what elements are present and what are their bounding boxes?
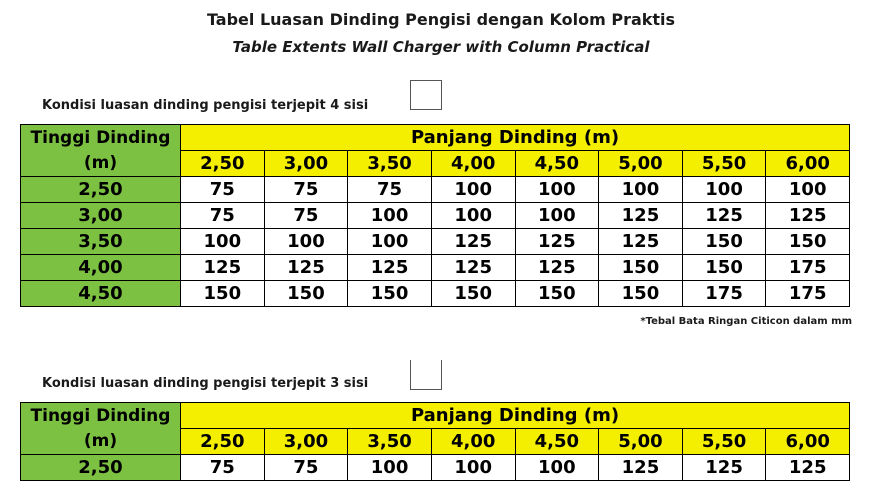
square-4-sides-icon — [410, 80, 442, 110]
table-cell: 100 — [348, 203, 432, 229]
table-cell: 100 — [766, 177, 850, 203]
table-cell: 100 — [264, 229, 348, 255]
table-cell: 75 — [264, 177, 348, 203]
column-header: 4,00 — [431, 151, 515, 177]
column-header: 4,00 — [431, 429, 515, 455]
table-cell: 100 — [181, 229, 265, 255]
table-cell: 75 — [181, 177, 265, 203]
table-cell: 125 — [766, 455, 850, 481]
table-cell: 150 — [515, 281, 599, 307]
table-cell: 150 — [431, 281, 515, 307]
table-row — [21, 281, 850, 307]
square-3-sides-icon — [410, 360, 442, 390]
table-cell: 125 — [348, 255, 432, 281]
table-cell: 150 — [766, 229, 850, 255]
table-cell: 125 — [515, 255, 599, 281]
column-header: 5,00 — [599, 429, 683, 455]
column-header: 3,00 — [264, 151, 348, 177]
column-group-header: Panjang Dinding (m) — [181, 403, 850, 429]
table-cell: 175 — [766, 281, 850, 307]
table-row — [21, 203, 850, 229]
table-cell: 100 — [515, 203, 599, 229]
table-cell: 125 — [682, 203, 766, 229]
table-cell: 75 — [348, 177, 432, 203]
table-cell: 125 — [431, 255, 515, 281]
table-cell: 125 — [181, 255, 265, 281]
table-cell: 175 — [766, 255, 850, 281]
row-header: 2,50 — [21, 455, 181, 481]
table-cell: 125 — [599, 455, 683, 481]
corner-label-unit: (m) — [21, 151, 181, 177]
table-cell: 100 — [682, 177, 766, 203]
section-3-sisi-label: Kondisi luasan dinding pengisi terjepit 3 sisi — [42, 376, 369, 391]
page-title: Tabel Luasan Dinding Pengisi dengan Kolom Praktis — [206, 10, 676, 29]
table-cell: 75 — [181, 203, 265, 229]
table-cell: 125 — [515, 229, 599, 255]
row-header: 4,50 — [21, 281, 181, 307]
column-header: 5,50 — [682, 151, 766, 177]
table-cell: 100 — [348, 229, 432, 255]
table-row — [21, 255, 850, 281]
corner-label-title: Tinggi Dinding — [21, 403, 181, 429]
column-header: 3,00 — [264, 429, 348, 455]
column-header: 4,50 — [515, 429, 599, 455]
row-header: 2,50 — [21, 177, 181, 203]
column-header: 6,00 — [766, 151, 850, 177]
table-cell: 150 — [264, 281, 348, 307]
table-cell: 100 — [515, 455, 599, 481]
column-header: 5,00 — [599, 151, 683, 177]
page-subtitle: Table Extents Wall Charger with Column Practical — [232, 38, 650, 56]
row-header: 4,00 — [21, 255, 181, 281]
table-cell: 125 — [682, 455, 766, 481]
table-cell: 100 — [431, 203, 515, 229]
table-cell: 150 — [599, 281, 683, 307]
table-4-sisi — [20, 124, 850, 307]
column-header-row — [21, 429, 850, 455]
row-header: 3,50 — [21, 229, 181, 255]
table-cell: 75 — [181, 455, 265, 481]
table-3-sisi — [20, 402, 850, 481]
column-header: 4,50 — [515, 151, 599, 177]
table-row — [21, 177, 850, 203]
column-header: 6,00 — [766, 429, 850, 455]
table-cell: 125 — [264, 255, 348, 281]
table-cell: 125 — [599, 203, 683, 229]
table-cell: 75 — [264, 455, 348, 481]
table-cell: 150 — [682, 255, 766, 281]
table-cell: 100 — [348, 455, 432, 481]
corner-label-unit: (m) — [21, 429, 181, 455]
column-header: 3,50 — [348, 151, 432, 177]
table-cell: 150 — [348, 281, 432, 307]
footnote: *Tebal Bata Ringan Citicon dalam mm — [640, 316, 852, 327]
column-header: 2,50 — [181, 151, 265, 177]
column-header: 5,50 — [682, 429, 766, 455]
table-cell: 100 — [599, 177, 683, 203]
table-cell: 125 — [431, 229, 515, 255]
table-cell: 125 — [766, 203, 850, 229]
table-cell: 150 — [599, 255, 683, 281]
column-header: 2,50 — [181, 429, 265, 455]
column-header-row — [21, 151, 850, 177]
table-cell: 150 — [181, 281, 265, 307]
row-header: 3,00 — [21, 203, 181, 229]
table-cell: 100 — [515, 177, 599, 203]
table-cell: 100 — [431, 177, 515, 203]
section-4-sisi-label: Kondisi luasan dinding pengisi terjepit 4 sisi — [42, 98, 369, 113]
table-row — [21, 229, 850, 255]
table-cell: 125 — [599, 229, 683, 255]
column-header: 3,50 — [348, 429, 432, 455]
column-group-header: Panjang Dinding (m) — [181, 125, 850, 151]
table-cell: 175 — [682, 281, 766, 307]
table-cell: 75 — [264, 203, 348, 229]
table-row — [21, 455, 850, 481]
table-cell: 100 — [431, 455, 515, 481]
corner-label-title: Tinggi Dinding — [21, 125, 181, 151]
table-cell: 150 — [682, 229, 766, 255]
